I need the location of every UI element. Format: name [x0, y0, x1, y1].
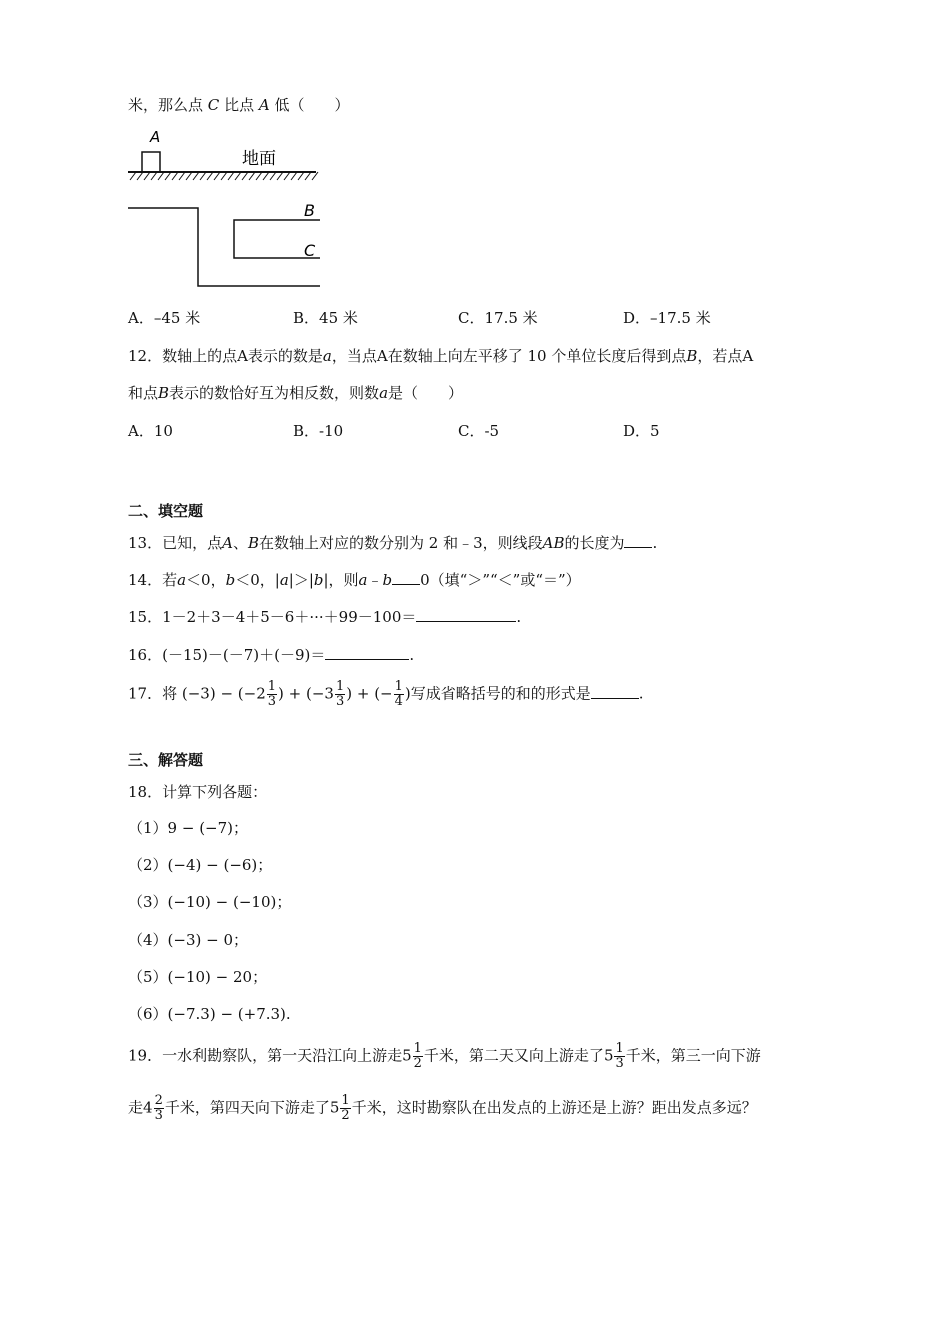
q11-option-d[interactable]: D．–17.5 米: [623, 309, 711, 327]
q18-item-1: （1）9 − (−7)；: [128, 819, 249, 837]
hatch-mark: [130, 172, 136, 180]
hatch-mark: [207, 172, 213, 180]
hatch-mark: [312, 172, 318, 180]
hatch-mark: [172, 172, 178, 180]
ground-hatching: [130, 172, 318, 180]
q12-options: [128, 420, 788, 441]
hatch-mark: [249, 172, 255, 180]
hatch-mark: [221, 172, 227, 180]
hatch-mark: [144, 172, 150, 180]
q18-intro: 18．计算下列各题：: [128, 783, 268, 801]
q12-option-c[interactable]: C．-5: [458, 422, 500, 440]
q11-figure: [124, 128, 324, 293]
hatch-mark: [200, 172, 206, 180]
hatch-mark: [179, 172, 185, 180]
figure-label-b: B: [304, 201, 315, 220]
q16-answer-blank[interactable]: [325, 658, 409, 660]
q18-item-2: （2）(−4) − (−6)；: [128, 856, 273, 874]
q19-line2: 走4 $\frac{2}{3}$ 千米，第四天向下游走了5 $\frac{1}{2}$ 千米，这时勘察队在出发点的上游还是上游？距出发点多远？: [128, 1093, 757, 1123]
figure-label-a: A: [150, 128, 161, 146]
q19-fraction-4: $\frac{1}{2}$: [341, 1093, 350, 1123]
q13: 13．已知，点A、B在数轴上对应的数分别为 2 和﹣3，则线段AB的长度为 .: [128, 534, 658, 552]
hatch-mark: [284, 172, 290, 180]
section2-title: 二、填空题: [128, 502, 204, 520]
q18-item-6: （6）(−7.3) − (+7.3).: [128, 1005, 291, 1023]
figure-label-c: C: [304, 241, 316, 260]
q19-line1: 19．一水利勘察队，第一天沿江向上游走5 $\frac{1}{2}$ 千米，第二天又向上游走了5 $\frac{1}{3}$ 千米，第三一向下游: [128, 1041, 761, 1071]
hatch-mark: [186, 172, 192, 180]
hatch-mark: [256, 172, 262, 180]
q15: 15．1－2＋3－4＋5－6＋···＋99－100＝ .: [128, 608, 522, 626]
q15-answer-blank[interactable]: [416, 620, 516, 622]
q12-option-a[interactable]: A．10: [128, 422, 173, 440]
q11-options: [128, 307, 788, 328]
q17-fraction-2: $\frac{1}{3}$: [335, 679, 345, 709]
q16: 16．(－15)－(－7)＋(－9)＝ .: [128, 646, 415, 664]
q12-line1: 12．数轴上的点A表示的数是a，当点A在数轴上向左平移了 10 个单位长度后得到点B，若点A: [128, 347, 754, 365]
hatch-mark: [305, 172, 311, 180]
q14-answer-blank[interactable]: [392, 583, 420, 585]
q11-option-c[interactable]: C．17.5 米: [458, 309, 538, 327]
q19-fraction-2: $\frac{1}{3}$: [615, 1041, 624, 1071]
q18-item-3: （3）(−10) − (−10)；: [128, 893, 292, 911]
hatch-mark: [242, 172, 248, 180]
hatch-mark: [165, 172, 171, 180]
hatch-mark: [151, 172, 157, 180]
hatch-mark: [270, 172, 276, 180]
hatch-mark: [193, 172, 199, 180]
q11-stem-tail: 米，那么点 C 比点 A 低（ ）: [128, 96, 350, 114]
hatch-mark: [158, 172, 164, 180]
q17: 17．将 (−3) − (−2 $\frac{1}{3}$ ) + (−3 $\frac{1}{3}$ ) + (− $\frac{1}{4}$ )写成省略括号的和的形式是 .: [128, 679, 644, 709]
section3-title: 三、解答题: [128, 751, 204, 769]
hatch-mark: [263, 172, 269, 180]
q11-option-b[interactable]: B．45 米: [293, 309, 358, 327]
q14: 14．若a＜0，b＜0，|a|＞|b|，则a﹣b 0（填“＞”“＜”或“＝”）: [128, 571, 581, 589]
figure-label-ground: 地面: [242, 149, 276, 169]
q19-fraction-1: $\frac{1}{2}$: [413, 1041, 422, 1071]
q17-fraction-3: $\frac{1}{4}$: [394, 679, 403, 709]
hatch-mark: [214, 172, 220, 180]
q19-fraction-3: $\frac{2}{3}$: [154, 1093, 163, 1123]
hatch-mark: [235, 172, 241, 180]
q18-item-5: （5）(−10) − 20；: [128, 968, 268, 986]
q17-answer-blank[interactable]: [591, 697, 639, 699]
hatch-mark: [137, 172, 143, 180]
point-a-box: [142, 152, 160, 172]
q12-line2: 和点B表示的数恰好互为相反数，则数a是（ ）: [128, 384, 464, 402]
q12-option-b[interactable]: B．-10: [293, 422, 344, 440]
q17-fraction-1: $\frac{1}{3}$: [267, 679, 277, 709]
hatch-mark: [291, 172, 297, 180]
hatch-mark: [277, 172, 283, 180]
hatch-mark: [298, 172, 304, 180]
q12-option-d[interactable]: D．5: [623, 422, 660, 440]
q11-option-a[interactable]: A．–45 米: [128, 309, 201, 327]
q18-item-4: （4）(−3) − 0；: [128, 931, 249, 949]
q13-answer-blank[interactable]: [624, 546, 652, 548]
hatch-mark: [228, 172, 234, 180]
